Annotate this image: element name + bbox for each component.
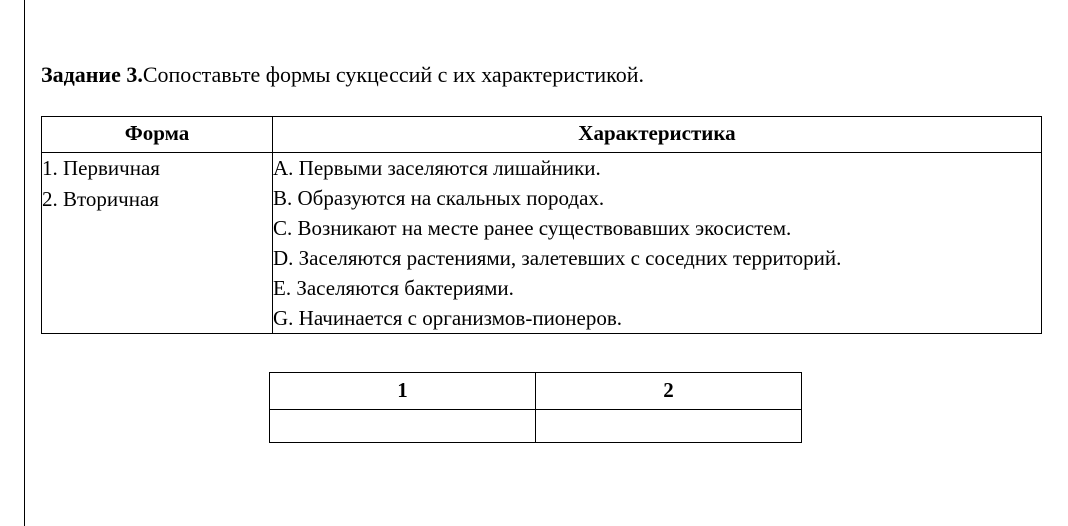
- answer-table: [269, 372, 802, 443]
- table-header-row: [42, 117, 1042, 153]
- table-row: [42, 153, 1042, 334]
- list-item: A. Первыми заселяются лишайники.: [273, 156, 601, 181]
- list-item: D. Заселяются растениями, залетевших с соседних территорий.: [273, 246, 842, 271]
- answer-cell-2[interactable]: [536, 410, 802, 443]
- answer-column-header-1: 1: [270, 373, 536, 410]
- list-item: G. Начинается с организмов-пионеров.: [273, 306, 623, 331]
- list-item: E. Заселяются бактериями.: [273, 276, 514, 301]
- page-left-rule: [24, 0, 25, 526]
- column-header-characteristic: Характеристика: [273, 117, 1042, 153]
- matching-table: [41, 116, 1042, 334]
- list-item: B. Образуются на скальных породах.: [273, 186, 605, 211]
- characteristics-cell: [273, 153, 1042, 334]
- answer-cell-1[interactable]: [270, 410, 536, 443]
- answer-header-row: [270, 373, 802, 410]
- task-heading: [41, 62, 1041, 88]
- list-item: 2. Вторичная: [42, 186, 159, 211]
- document-content: [41, 0, 1041, 443]
- list-item: C. Возникают на месте ранее существовавших экосистем.: [273, 216, 792, 241]
- task-instruction-text: Сопоставьте формы сукцессий с их характеристикой.: [142, 62, 645, 87]
- column-header-form: Форма: [42, 117, 273, 153]
- list-item: 1. Первичная: [42, 156, 160, 181]
- forms-cell: [42, 153, 273, 334]
- answer-column-header-2: 2: [536, 373, 802, 410]
- answer-table-wrapper: [41, 372, 1041, 443]
- task-number-label: Задание 3.: [41, 62, 143, 87]
- answer-input-row: [270, 410, 802, 443]
